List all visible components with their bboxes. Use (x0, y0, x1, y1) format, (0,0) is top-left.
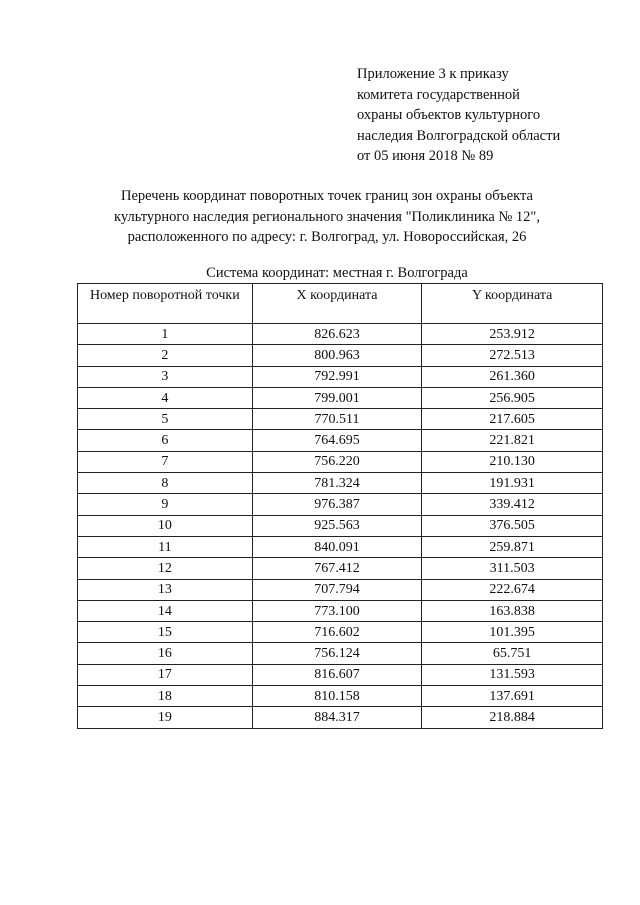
table-row (78, 664, 603, 685)
y-coordinate-cell: 131.593 (422, 664, 603, 685)
x-coordinate-cell: 770.511 (252, 409, 422, 430)
table-row (78, 707, 603, 728)
y-coordinate-cell: 65.751 (422, 643, 603, 664)
point-number-cell: 8 (78, 473, 253, 494)
point-number-cell: 4 (78, 387, 253, 408)
table-row (78, 686, 603, 707)
table-row (78, 409, 603, 430)
y-coordinate-cell: 256.905 (422, 387, 603, 408)
point-number-cell: 6 (78, 430, 253, 451)
y-coordinate-cell: 376.505 (422, 515, 603, 536)
point-number-cell: 3 (78, 366, 253, 387)
title-line: Перечень координат поворотных точек границ зон охраны объекта (121, 188, 533, 204)
table-row (78, 345, 603, 366)
table-row (78, 579, 603, 600)
table-row (78, 643, 603, 664)
y-coordinate-cell: 191.931 (422, 473, 603, 494)
y-coordinate-cell: 101.395 (422, 622, 603, 643)
x-coordinate-cell: 840.091 (252, 536, 422, 557)
x-coordinate-cell: 884.317 (252, 707, 422, 728)
point-number-cell: 13 (78, 579, 253, 600)
y-coordinate-cell: 217.605 (422, 409, 603, 430)
x-coordinate-cell: 799.001 (252, 387, 422, 408)
point-number-cell: 17 (78, 664, 253, 685)
coordinate-system-caption: Система координат: местная г. Волгограда (206, 265, 468, 281)
x-coordinate-cell: 707.794 (252, 579, 422, 600)
point-number-cell: 1 (78, 324, 253, 345)
point-number-cell: 12 (78, 558, 253, 579)
point-number-cell: 18 (78, 686, 253, 707)
header-x-coordinate: X координата (252, 284, 422, 324)
y-coordinate-cell: 261.360 (422, 366, 603, 387)
table-row (78, 324, 603, 345)
table-row (78, 473, 603, 494)
header-y-coordinate: Y координата (422, 284, 603, 324)
title-line: расположенного по адресу: г. Волгоград, ул. Новороссийская, 26 (127, 229, 527, 245)
appendix-line: охраны объектов культурного (357, 107, 541, 123)
x-coordinate-cell: 976.387 (252, 494, 422, 515)
y-coordinate-cell: 222.674 (422, 579, 603, 600)
x-coordinate-cell: 800.963 (252, 345, 422, 366)
appendix-line: от 05 июня 2018 № 89 (357, 148, 494, 164)
point-number-cell: 15 (78, 622, 253, 643)
y-coordinate-cell: 218.884 (422, 707, 603, 728)
appendix-line: комитета государственной (357, 86, 520, 103)
point-number-cell: 16 (78, 643, 253, 664)
y-coordinate-cell: 272.513 (422, 345, 603, 366)
coordinates-table (77, 283, 603, 729)
x-coordinate-cell: 826.623 (252, 324, 422, 345)
x-coordinate-cell: 764.695 (252, 430, 422, 451)
appendix-header (357, 64, 560, 167)
x-coordinate-cell: 925.563 (252, 515, 422, 536)
x-coordinate-cell: 781.324 (252, 473, 422, 494)
table-row (78, 430, 603, 451)
y-coordinate-cell: 210.130 (422, 451, 603, 472)
table-row (78, 494, 603, 515)
x-coordinate-cell: 773.100 (252, 600, 422, 621)
y-coordinate-cell: 221.821 (422, 430, 603, 451)
point-number-cell: 11 (78, 536, 253, 557)
table-row (78, 366, 603, 387)
header-point-number: Номер поворотной точки (78, 284, 253, 324)
x-coordinate-cell: 756.220 (252, 451, 422, 472)
point-number-cell: 5 (78, 409, 253, 430)
point-number-cell: 19 (78, 707, 253, 728)
table-body (78, 324, 603, 729)
table-row (78, 536, 603, 557)
point-number-cell: 10 (78, 515, 253, 536)
point-number-cell: 7 (78, 451, 253, 472)
point-number-cell: 2 (78, 345, 253, 366)
y-coordinate-cell: 259.871 (422, 536, 603, 557)
y-coordinate-cell: 137.691 (422, 686, 603, 707)
x-coordinate-cell: 810.158 (252, 686, 422, 707)
y-coordinate-cell: 339.412 (422, 494, 603, 515)
table-row (78, 515, 603, 536)
point-number-cell: 14 (78, 600, 253, 621)
table-row (78, 387, 603, 408)
table-row (78, 451, 603, 472)
y-coordinate-cell: 311.503 (422, 558, 603, 579)
point-number-cell: 9 (78, 494, 253, 515)
x-coordinate-cell: 767.412 (252, 558, 422, 579)
table-row (78, 622, 603, 643)
appendix-line: наследия Волгоградской области (357, 127, 561, 144)
appendix-line: Приложение 3 к приказу (357, 66, 509, 82)
y-coordinate-cell: 163.838 (422, 600, 603, 621)
y-coordinate-cell: 253.912 (422, 324, 603, 345)
title-line: культурного наследия регионального значения "Поликлиника № 12", (114, 208, 540, 225)
x-coordinate-cell: 792.991 (252, 366, 422, 387)
x-coordinate-cell: 716.602 (252, 622, 422, 643)
x-coordinate-cell: 816.607 (252, 664, 422, 685)
x-coordinate-cell: 756.124 (252, 643, 422, 664)
document-title (0, 186, 640, 248)
table-row (78, 558, 603, 579)
table-row (78, 600, 603, 621)
table-header-row (78, 284, 603, 324)
